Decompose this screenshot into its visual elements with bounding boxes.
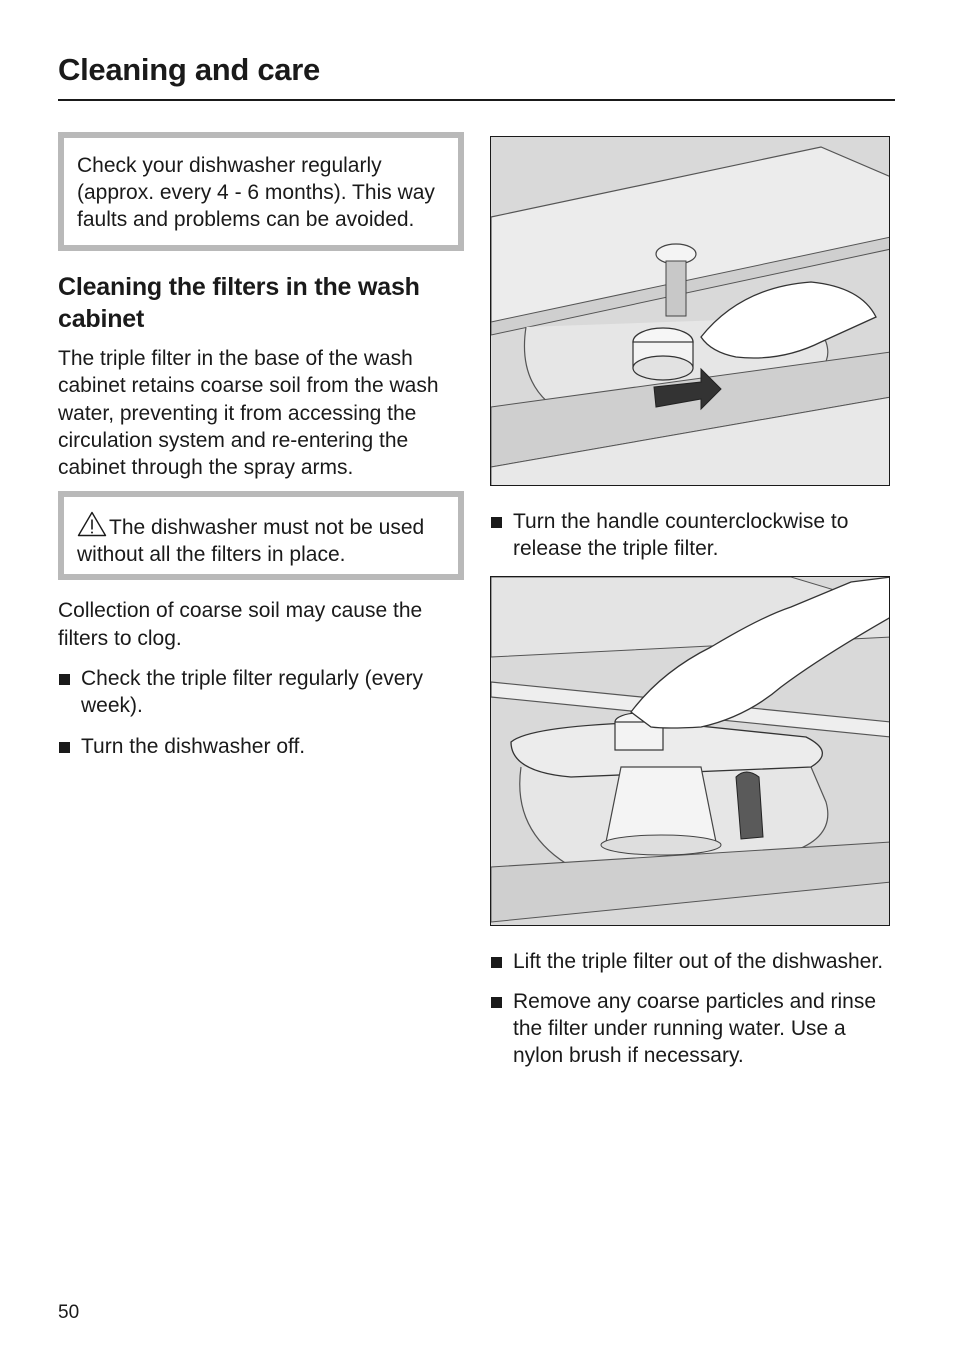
square-bullet-icon	[59, 742, 70, 753]
section-paragraph: The triple filter in the base of the wash cabinet retains coarse soil from the wash water, preventing it from accessing the circulation system and re-entering the cabinet through the spray arms.	[58, 347, 439, 480]
turn-handle-illustration	[491, 137, 890, 486]
intro-note-box	[58, 132, 464, 251]
page-number: 50	[58, 1302, 80, 1323]
list-item	[490, 508, 894, 563]
right-column	[490, 136, 894, 1083]
title-rule	[58, 99, 895, 101]
warning-box	[58, 491, 464, 580]
list-item	[490, 988, 894, 1070]
left-bullet-list	[58, 665, 464, 760]
list-item-text: Lift the triple filter out of the dishwasher.	[513, 949, 884, 973]
square-bullet-icon	[491, 517, 502, 528]
clog-paragraph: Collection of coarse soil may cause the filters to clog.	[58, 599, 423, 650]
step-list-1	[490, 508, 894, 563]
figure-lift-filter	[490, 576, 890, 926]
warning-text: The dishwasher must not be used without all the filters in place.	[77, 516, 425, 567]
left-column	[58, 132, 464, 773]
list-item-text: Remove any coarse particles and rinse the filter under running water. Use a nylon brush if necessary.	[513, 989, 877, 1068]
square-bullet-icon	[491, 997, 502, 1008]
list-item	[490, 948, 894, 975]
list-item-text: Turn the dishwasher off.	[81, 734, 306, 758]
figure-turn-handle	[490, 136, 890, 486]
lift-filter-illustration	[491, 577, 890, 926]
list-item-text: Turn the handle counterclockwise to release the triple filter.	[513, 510, 849, 561]
step-list-2	[490, 948, 894, 1070]
page-title: Cleaning and care	[58, 52, 320, 87]
square-bullet-icon	[59, 674, 70, 685]
list-item-text: Check the triple filter regularly (every week).	[81, 667, 423, 718]
section-heading: Cleaning the filters in the wash cabinet	[58, 273, 420, 333]
list-item	[58, 733, 464, 760]
intro-note-text: Check your dishwasher regularly (approx. every 4 - 6 months). This way faults and problems can be avoided.	[77, 154, 435, 231]
square-bullet-icon	[491, 957, 502, 968]
list-item	[58, 665, 464, 720]
warning-triangle-icon	[77, 511, 107, 537]
